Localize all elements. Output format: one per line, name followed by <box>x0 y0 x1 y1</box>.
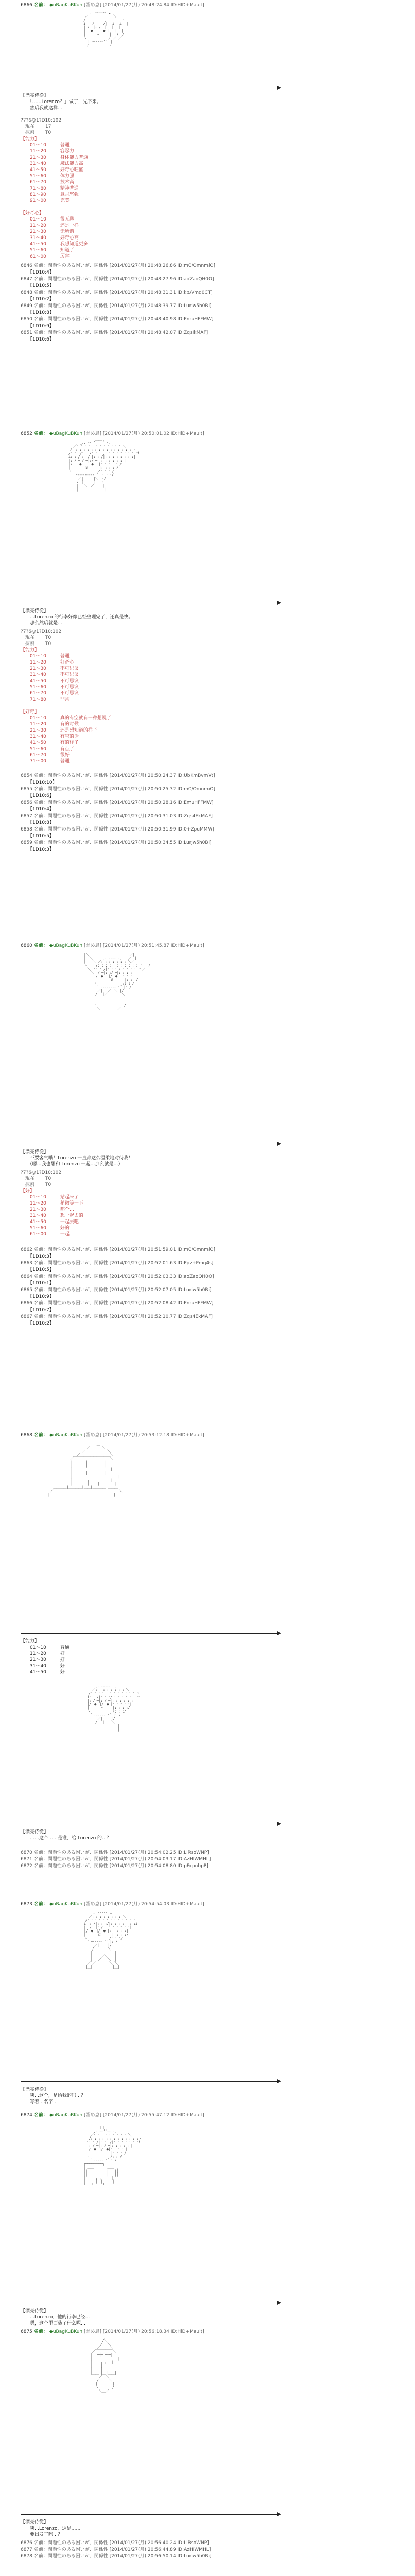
dice-vote-header: ?7?6@1?D10:102 現在 : T0 探索 : T0 <box>21 1170 62 1188</box>
reply-header: 6866 名前：問題性のある困いが、関係性 [2014/01/27(月) 20:52:08.42 ID:EmuHFFMW] <box>21 1301 214 1306</box>
ascii-art: _ ＿ ／ ＼ ／ ＼ ／ ＼ ／￣￣￣￣￣￣￣￣￣￣￣＼ | | | | | | | | | ─┼─ ─┼─ | | | | | | | | ┌──┐ | | | | | ＿＿＿＿|＿＿＿＿|＿＿|＿＿＿＿|＿＿＿ ／ ＼ |＿＿＿＿＿＿＿＿＿＿＿＿＿＿＿＿＿＿＿| <box>47 1442 122 1497</box>
post-header-6860 <box>21 943 288 950</box>
post-meta: [溜め息] [2014/01/27(月) 20:54:54.03 ID:HlD+Mauit] <box>84 1902 204 1907</box>
dice-result: 【1D10:6】 <box>28 793 54 799</box>
post-meta: [溜め息] [2014/01/27(月) 20:48:24.84 ID:HlD+Mauit] <box>84 3 204 8</box>
dice-result: 【1D10:5】 <box>28 834 54 839</box>
poster-name-label: 名前： <box>33 3 49 8</box>
dice-result: 【1D10:5】 <box>28 283 54 289</box>
reply-header: 6855 名前：問題性のある困いが、関係性 [2014/01/27(月) 20:50:25.32 ID:m0/OmnmiO] <box>21 787 216 792</box>
reply-list <box>21 2540 288 2560</box>
reply-header: 6849 名前：問題性のある困いが、関係性 [2014/01/27(月) 20:48:39.77 ID:Lurjw5h0Bi] <box>21 303 212 309</box>
post-header-6875 <box>21 2329 288 2335</box>
poster-trip: ◆uBagKuBKuh <box>49 3 84 8</box>
post-header-line <box>21 2329 288 2335</box>
dice-result: 【1D10:5】 <box>28 1267 54 1273</box>
narration-text: 【漂亮侍從】 ……这个……是谁，给 Lorenzo 的…？ <box>21 1829 112 1841</box>
poster-name-label: 名前： <box>33 2113 49 2118</box>
narration-text: 【漂亮侍從】 咦…Lorenzo，这是…… 要出发了吗…？ <box>21 2520 81 2537</box>
reply-header: 6850 名前：問題性のある困いが、関係性 [2014/01/27(月) 20:48:40.98 ID:EmuHFFMW] <box>21 317 214 322</box>
post-meta: [溜め息] [2014/01/27(月) 20:55:47.12 ID:HlD+Mauit] <box>84 2113 204 2118</box>
divider-arrow <box>21 2514 278 2515</box>
ascii-art: , -‐==‐- .、 ／ ＼ / , , ヽ i / | /| i i | | / ─|‐ /─ | | | | ● ● | | | | ｰ | / / ヽ_ _ノ ／ ／ |｀ー‐‐‐‐'´ | ﾉ ヽ <box>83 11 129 47</box>
reply-header: 6877 名前：問題性のある困いが、関係性 [2014/01/27(月) 20:56:44.89 ID:AzHIWMHL] <box>21 2547 211 2552</box>
dice-result: 【1D10:2】 <box>28 297 54 302</box>
post-header-6873 <box>21 1901 288 1908</box>
post-header-line <box>21 943 288 950</box>
reply-header: 6872 名前：問題性のある困いが、関係性 [2014/01/27(月) 20:54:08.80 ID:pFcpnbpP] <box>21 1863 209 1869</box>
reply-header: 6863 名前：問題性のある困いが、関係性 [2014/01/27(月) 20:52:01.63 ID:Ppz+Pmq4s] <box>21 1261 214 1266</box>
poster-name-label: 名前： <box>33 1433 49 1438</box>
reply-header: 6854 名前：問題性のある困いが、関係性 [2014/01/27(月) 20:50:24.37 ID:UbKmBvmVt] <box>21 773 215 778</box>
dice-vote-table <box>21 1170 83 1238</box>
reply-header: 6851 名前：問題性のある困いが、関係性 [2014/01/27(月) 20:48:42.07 ID:ZqsIkMAF] <box>21 330 209 335</box>
dice-result: 【1D10:9】 <box>28 1294 54 1299</box>
poster-name-label: 名前： <box>33 2329 49 2334</box>
poster-name-label: 名前： <box>33 943 49 948</box>
poster-trip: ◆uBagKuBKuh <box>49 1433 84 1438</box>
dice-result: 【1D10:4】 <box>28 270 54 275</box>
post-header-line <box>21 431 288 437</box>
ascii-art: /＼ / ＼ ／ ＼ ／￣￣￣￣￣＼ | ─┼─ ─┼─| | | | ┌─┐ | | | | | | | | | |＿＿_|＿|＿＿| ／ ＼ / ＼ | | ヽ / ＼＿／ <box>90 2338 119 2393</box>
reply-header: 6859 名前：問題性のある困いが、関係性 [2014/01/27(月) 20:50:34.55 ID:Lurjw5h0Bi] <box>21 840 212 845</box>
narration-text: 【漂亮侍從】 咦…这个，是给我的吗…？ 写着…名字… <box>21 2087 86 2105</box>
reply-header: 6876 名前：問題性のある困いが、関係性 [2014/01/27(月) 20:56:40.24 ID:LiRsoWNP] <box>21 2540 209 2546</box>
reply-header: 6864 名前：問題性のある困いが、関係性 [2014/01/27(月) 20:52:03.33 ID:aoZaoQH0O] <box>21 1274 214 1279</box>
post-header-6866 <box>21 2 288 9</box>
reply-header: 6870 名前：問題性のある困いが、関係性 [2014/01/27(月) 20:54:02.25 ID:LiRsoWNP] <box>21 1850 209 1855</box>
poster-trip: ◆uBagKuBKuh <box>49 2113 84 2118</box>
narration-text: 【漂亮侍從】 …Lorenzo，他的行李已经… 嗯，这个里面装了什么呢… <box>21 2309 90 2326</box>
post-header-6852 <box>21 431 288 437</box>
ascii-art: |＼ ／| | ＼ ,. -‐‐- .、 ／ | | ＼ ／: : : : : : : ＼／ | ヽ /: : : : : : : : : : : ヽ / ＼ i: : /|: : : /|: : : : :i／ ＼| / ─|: :/ ─|: : : : | |/ ● |/ ● |: : : | | ﾛ |: : :/ ヽ /: : / ` ｰ------‐ '´ |: / ／| ／ ＼ |/ / |／ ＼ | | | | ヽ / ＼＿＿＿＿＿／ <box>83 953 150 1011</box>
dice-result: 【1D10:1】 <box>28 1281 54 1286</box>
poster-trip: ◆uBagKuBKuh <box>49 943 84 948</box>
post-header-6874 <box>21 2112 288 2119</box>
reply-header: 6857 名前：問題性のある困いが、関係性 [2014/01/27(月) 20:50:31.03 ID:Zqs4EkMAF] <box>21 814 213 819</box>
post-number[interactable]: 6866 <box>21 3 34 8</box>
dice-result: 【1D10:8】 <box>28 310 54 315</box>
post-header-line <box>21 2112 288 2119</box>
post-header-line <box>21 1432 288 1439</box>
post-header-line <box>21 1901 288 1908</box>
reply-list <box>21 263 288 343</box>
poster-trip: ◆uBagKuBKuh <box>49 431 84 436</box>
dice-vote-options: 【好】 01〜10 站起来了 11〜20 稍微等一下 21〜30 那个… 31〜40 想一起去的 41〜50 一起去吧 51〜60 好的 61〜00 一起 <box>21 1189 83 1237</box>
divider-arrow <box>21 1633 278 1634</box>
dice-result: 【1D10:3】 <box>28 847 54 852</box>
post-number[interactable]: 6860 <box>21 943 34 948</box>
narration-text: 【能力】 01〜10 普通 11〜20 好 21〜30 好 31〜40 好 41〜50 好 <box>21 1639 70 1675</box>
post-number[interactable]: 6875 <box>21 2329 34 2334</box>
dice-vote-options: 【能力】 01〜10 普通 11〜20 容忍力 21〜30 身体能力普通 31〜40 魔法能力高 41〜50 好奇心旺盛 51〜60 体力强 61〜70 技术高 71〜80 精神普通 81〜90 意志坚强 91〜00 完美 【好奇心】 01〜10 很无聊 11〜20 还是一样 21〜30 无所谓 31〜40 好奇心高 41〜50 我想知道更多 51〜60 知道了 61〜00 厉害 <box>21 137 88 259</box>
post-meta: [溜め息] [2014/01/27(月) 20:51:45.87 ID:HlD+Mauit] <box>84 943 204 948</box>
reply-list <box>21 1850 288 1870</box>
post-meta: [溜め息] [2014/01/27(月) 20:56:18.34 ID:HlD+Mauit] <box>84 2329 204 2334</box>
poster-name-label: 名前： <box>33 1902 49 1907</box>
reply-header: 6867 名前：問題性のある困いが、関係性 [2014/01/27(月) 20:52:10.77 ID:Zqs4EkMAF] <box>21 1314 213 1319</box>
dice-vote-header: ?7?6@1?D10:102 現在 : T0 探索 : T0 <box>21 629 62 647</box>
reply-header: 6856 名前：問題性のある困いが、関係性 [2014/01/27(月) 20:50:28.16 ID:EmuHFFMW] <box>21 800 214 805</box>
post-meta: [溜め息] [2014/01/27(月) 20:50:01.02 ID:HlD+Mauit] <box>84 431 204 436</box>
ascii-art: ,. -‐‐‐- .、 ／: : : : : : : : ＼ /: : : : : : : : : : : : ヽ i: : /|: : :/|: : : : : : :i |: / ─|: / ─|: : : : : :| |/ ● |/ ● |: : : : :| | ｰ |: : : :/ ヽ /: : :/ ` ｰ----‐ '´ |: / ／| |/ / | ＼ | | | | <box>87 1684 141 1732</box>
reply-header: 6848 名前：問題性のある困いが、関係性 [2014/01/27(月) 20:48:31.31 ID:kb/Vmd0CT] <box>21 290 213 295</box>
divider-arrow <box>21 2081 278 2082</box>
reply-header: 6865 名前：問題性のある困いが、関係性 [2014/01/27(月) 20:52:07.05 ID:Lurjw5h0Bi] <box>21 1287 212 1293</box>
post-number[interactable]: 6874 <box>21 2113 34 2118</box>
dice-result: 【1D10:2】 <box>28 1321 54 1326</box>
dice-vote-table <box>21 117 88 260</box>
dice-vote-options: 【能力】 01〜10 普通 11〜20 好奇心 21〜30 不可思议 31〜40 不可思议 41〜50 不可思议 51〜60 不可思议 61〜70 不可思议 71〜80 非常 【好奇】 01〜10 真的有空就有一种想说了 11〜20 有的时候 21〜30 还是想知道的样子 31〜40 有空的话 41〜50 有的样子 51〜60 有点了 61〜70 很好 71〜00 普通 <box>21 648 111 764</box>
dice-result: 【1D10:4】 <box>28 807 54 812</box>
ascii-art: _ ｜｜ ,. -‐┴┴‐- .、 ／: : : : : : : : : ＼ /: : : : : : : : : : : : :ヽ i: : /|: : :/|: : : : : : :i |: / ─|: / ─|: : : : : | |/ ● |/ ●|: : : : | | ｰ |: : : / ヽ /: : / ` ｰ---‐ '´|: / ┌─────────┐ │ ＿＿ ＿＿│ │| | | |│ │|＿＿| |＿＿|│ │ ┌─┐ │ │ │ │ │ └───┴─┴───┘ <box>83 2122 142 2188</box>
dice-result: 【1D10:3】 <box>28 1254 54 1259</box>
reply-list <box>21 1247 288 1327</box>
dice-vote-table <box>21 629 111 765</box>
reply-header: 6871 名前：問題性のある困いが、関係性 [2014/01/27(月) 20:54:03.17 ID:AzHIWMHL] <box>21 1857 211 1862</box>
reply-header: 6858 名前：問題性のある困いが、関係性 [2014/01/27(月) 20:50:31.99 ID:0+ZpuMMW] <box>21 827 214 832</box>
dice-result: 【1D10:6】 <box>28 337 54 342</box>
dice-result: 【1D10:7】 <box>28 1308 54 1313</box>
reply-header: 6846 名前：問題性のある困いが、関係性 [2014/01/27(月) 20:48:26.86 ID:m0/OmnmiO] <box>21 263 216 268</box>
post-number[interactable]: 6868 <box>21 1433 34 1438</box>
reply-header: 6862 名前：問題性のある困いが、関係性 [2014/01/27(月) 20:51:59.01 ID:m0/OmnmiO] <box>21 1247 216 1252</box>
post-meta: [溜め息] [2014/01/27(月) 20:53:12.18 ID:HlD+Mauit] <box>84 1433 204 1438</box>
post-number[interactable]: 6852 <box>21 431 34 436</box>
narration-text: 【漂亮侍從】 不要客气哦！Lorenzo 一直都这么温柔地对待我！ （嗯…我也想和 Lorenzo 一起…那么就是…） <box>21 1149 133 1167</box>
post-number[interactable]: 6873 <box>21 1902 34 1907</box>
poster-trip: ◆uBagKuBKuh <box>49 1902 84 1907</box>
poster-trip: ◆uBagKuBKuh <box>49 2329 84 2334</box>
narration-text: 【漂亮侍從】 「……Lorenzo？」做了，先下来。 然后我就这样… <box>21 93 101 111</box>
ascii-art: _,. -‐ '￣￣｀ヽ、 ／: : : : : : : : : : : : ＼ /: : : : : : : : : : : : : : : : ヽ /: : :/: : /: : : ,: : : : : : : : :i i: : /|: :/ |: : /|: : : : : : : :| |: / ─|/ ─|:/ ─ |: : : : : : | |/ ● ● |: : : : : / | ﾛ |: : : : / ヽ ノ: : : / ` ｰ--------‐ ' |: : :/ ／| |＼ ヽ/ / | | ヽ | ＼＿／ | | | <box>68 440 140 492</box>
narration-text: 【漂亮侍從】 …Lorenzo 的行李好像已经整理完了，还真是快。 那么然后就是… <box>21 608 133 626</box>
reply-list <box>21 773 288 853</box>
reply-header: 6878 名前：問題性のある困いが、関係性 [2014/01/27(月) 20:56:50.14 ID:Lurjw5h0Bi] <box>21 2554 212 2559</box>
post-header-line <box>21 2 288 9</box>
dice-result: 【1D10:9】 <box>28 324 54 329</box>
dice-vote-header: ?7?6@1?D10:102 現在 : 17 探索 : T0 <box>21 118 62 135</box>
dice-result: 【1D10:10】 <box>28 780 57 785</box>
poster-name-label: 名前： <box>33 431 49 436</box>
post-header-6868 <box>21 1432 288 1439</box>
ascii-art: ,. -‐‐‐- .、 ／: : : : : : : : ＼ /: : : : : : : : : : : : ヽ i: : /|: : :/|: : : : : : :i |: / ─|: / ─|: : : : : :| |/ ● |/ ● |: : : : :| | ロ |: : : :/ ヽ /: : :/ ` ｰ----‐ '´ |: / ／| |/ / | ＼ | | | ／＼ | | ／ ＼ | ／ ／ ＼ ＼ |＿| |＿| <box>83 1911 137 1969</box>
dice-result: 【1D10:8】 <box>28 820 54 825</box>
reply-header: 6847 名前：問題性のある困いが、関係性 [2014/01/27(月) 20:48:27.96 ID:aoZaoQH0O] <box>21 277 214 282</box>
